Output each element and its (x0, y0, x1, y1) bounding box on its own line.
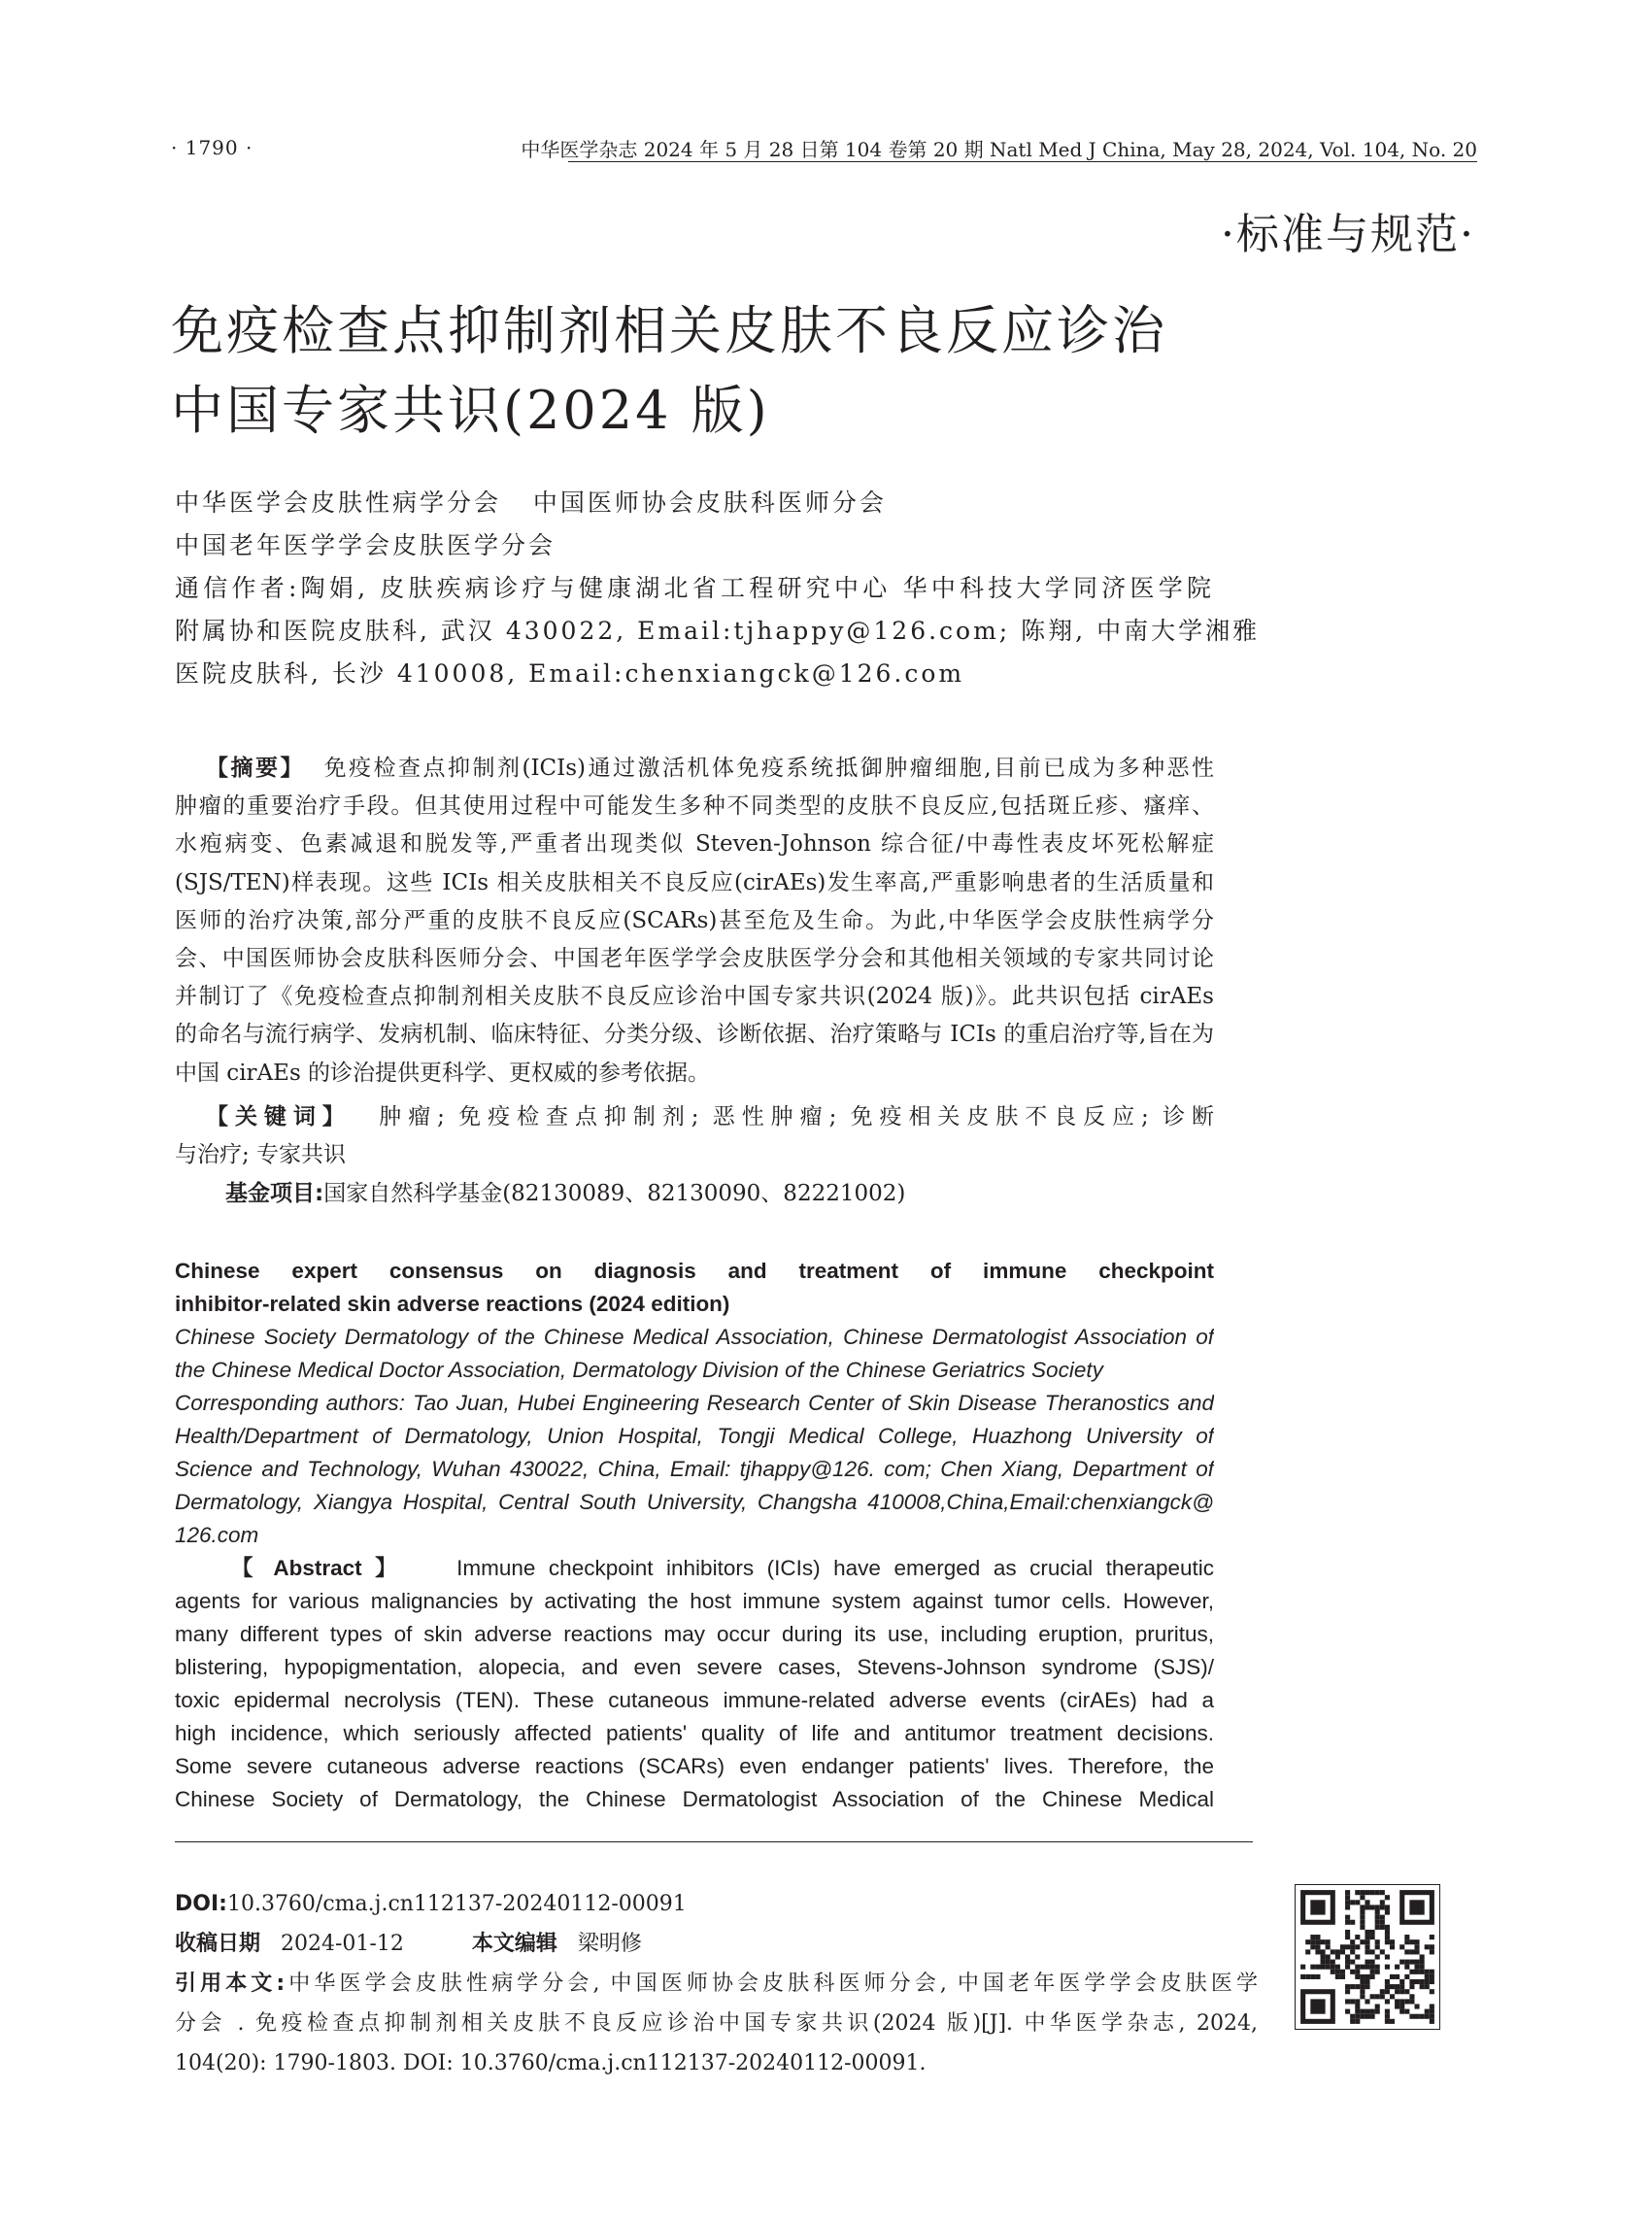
english-affiliation-line: Dermatology, Xiangya Hospital, Central South University, Changsha 410008,China,Email:chenxiangck@ (175, 1490, 1214, 1514)
abstract-cn-line: 的命名与流行病学、发病机制、临床特征、分类分级、诊断依据、治疗策略与 ICIs 的重启治疗等,旨在为 (175, 1022, 1214, 1048)
keywords-label: 【关键词】 (206, 1104, 352, 1129)
journal-running-header: 中华医学杂志 2024 年 5 月 28 日第 104 卷第 20 期 Natl Med J China, May 28, 2024, Vol. 104, No. 20 (521, 138, 1477, 161)
keywords-line: 与治疗; 专家共识 (175, 1142, 347, 1167)
english-abstract-line: high incidence, which seriously affected patients' quality of life and antitumor treatment decisions. (175, 1721, 1214, 1745)
editor-name: 梁明修 (577, 1932, 642, 1956)
english-abstract-line: Chinese Society of Dermatology, the Chinese Dermatologist Association of the Chinese Medical (175, 1787, 1214, 1811)
received-line (175, 1924, 1258, 1964)
abstract-cn-line: 水疱病变、色素减退和脱发等,严重者出现类似 Steven-Johnson 综合征/中毒性表皮坏死松解症 (175, 831, 1214, 858)
doi-label: DOI: (175, 1892, 227, 1916)
received-date: 2024-01-12 (281, 1932, 404, 1956)
author-block (175, 482, 1261, 695)
doi-line (175, 1884, 1258, 1924)
footer-block (175, 1884, 1258, 2083)
abstract-cn-line: (SJS/TEN)样表现。这些 ICIs 相关皮肤相关不良反应(cirAEs)发生率高,严重影响患者的生活质量和 (175, 869, 1214, 895)
english-affiliation-line: Health/Department of Dermatology, Union Hospital, Tongji Medical College, Huazhong University of (175, 1424, 1214, 1448)
english-abstract-line: toxic epidermal necrolysis (TEN). These cutaneous immune-related adverse events (cirAEs) had a (175, 1688, 1214, 1712)
keywords-line (175, 1098, 1214, 1136)
english-abstract-line: agents for various malignancies by activating the host immune system against tumor cells. However, (175, 1589, 1214, 1613)
english-affiliation-line: Chinese Society Dermatology of the Chinese Medical Association, Chinese Dermatologist Association of (175, 1325, 1214, 1349)
english-title-line: Chinese expert consensus on diagnosis and treatment of immune checkpoint (175, 1259, 1214, 1283)
abstract-cn-line: 中国 cirAEs 的诊治提供更科学、更权威的参考依据。 (175, 1060, 711, 1086)
correspondence-line: 附属协和医院皮肤科, 武汉 430022, Email:tjhappy@126.com; 陈翔, 中南大学湘雅 (175, 617, 1261, 645)
fund-text: 国家自然科学基金(82130089、82130090、82221002) (323, 1181, 906, 1206)
english-affiliation-line: the Chinese Medical Doctor Association, Dermatology Division of the Chinese Geriatrics Society (175, 1358, 1103, 1382)
page-number: · 1790 · (171, 136, 253, 159)
citation-label: 引用本文: (175, 1972, 286, 1996)
citation-line: 104(20): 1790-1803. DOI: 10.3760/cma.j.cn112137-20240112-00091. (175, 2051, 927, 2075)
header-rule (568, 161, 1477, 162)
doi-link[interactable]: 10.3760/cma.j.cn112137-20240112-00091 (226, 1892, 687, 1916)
correspondence-line: 医院皮肤科, 长沙 410008, Email:chenxiangck@126.com (175, 659, 965, 688)
abstract-cn-line: 肿瘤的重要治疗手段。但其使用过程中可能发生多种不同类型的皮肤不良反应,包括斑丘疹、瘙痒、 (175, 793, 1214, 820)
english-affiliation-line: 126.com (175, 1523, 259, 1547)
qr-code[interactable] (1295, 1884, 1440, 2030)
author-line: 中华医学会皮肤性病学分会 中国医师协会皮肤科医师分会 (175, 489, 887, 517)
english-abstract-line: many different types of skin adverse reactions may occur during its use, including eruption, pruritus, (175, 1622, 1214, 1646)
correspondence-line: 通信作者:陶娟, 皮肤疾病诊疗与健康湖北省工程研究中心 华中科技大学同济医学院 (175, 574, 1214, 602)
abstract-cn-line: 会、中国医师协会皮肤科医师分会、中国老年医学学会皮肤医学分会和其他相关领域的专家共同讨论 (175, 945, 1214, 971)
citation-line (175, 1964, 1258, 2004)
english-abstract-line: blistering, hypopigmentation, alopecia, and even severe cases, Stevens-Johnson syndrome (SJS)/ (175, 1655, 1214, 1679)
abstract-cn (175, 750, 1214, 1093)
english-affiliation-line: Science and Technology, Wuhan 430022, China, Email: tjhappy@126. com; Chen Xiang, Department of (175, 1457, 1214, 1481)
citation-text: 中华医学会皮肤性病学分会, 中国医师协会皮肤科医师分会, 中国老年医学学会皮肤医学 (285, 1972, 1258, 1996)
abstract-cn-text: 免疫检查点抑制剂(ICIs)通过激活机体免疫系统抵御肿瘤细胞,目前已成为多种恶性 (323, 756, 1214, 781)
section-heading: ·标准与规范· (1221, 210, 1475, 259)
english-abstract-label: 【 Abstract 】 (231, 1556, 404, 1580)
article-title (171, 291, 1278, 451)
abstract-cn-line: 并制订了《免疫检查点抑制剂相关皮肤不良反应诊治中国专家共识(2024 版)》。此共识包括 cirAEs (175, 984, 1214, 1010)
abstract-cn-line: 医师的治疗决策,部分严重的皮肤不良反应(SCARs)甚至危及生命。为此,中华医学会皮肤性病学分 (175, 907, 1214, 933)
abstract-cn-label: 【摘要】 (206, 756, 305, 781)
english-abstract-line: Some severe cutaneous adverse reactions (SCARs) even endanger patients' lives. Therefore, the (175, 1754, 1214, 1778)
title-line: 中国专家共识(2024 版) (171, 380, 770, 441)
fund-label: 基金项目: (225, 1181, 324, 1206)
english-title-line: inhibitor-related skin adverse reactions (2024 edition) (175, 1292, 730, 1316)
keywords-text: 肿瘤; 免疫检查点抑制剂; 恶性肿瘤; 免疫相关皮肤不良反应; 诊断 (379, 1104, 1215, 1129)
qr-code-icon (1296, 1885, 1439, 2029)
citation-line: 分会 . 免疫检查点抑制剂相关皮肤不良反应诊治中国专家共识(2024 版)[J]. 中华医学杂志, 2024, (175, 2011, 1258, 2036)
english-abstract-line (175, 1552, 1214, 1585)
abstract-cn-line (175, 750, 1214, 788)
keywords-cn (175, 1098, 1214, 1174)
title-line: 免疫检查点抑制剂相关皮肤不良反应诊治 (171, 300, 1167, 361)
english-block (175, 1255, 1214, 1816)
fund-line (175, 1175, 1214, 1213)
footer-rule (175, 1841, 1253, 1842)
english-affiliation-line: Corresponding authors: Tao Juan, Hubei Engineering Research Center of Skin Disease Theranostics and (175, 1391, 1214, 1415)
editor-label: 本文编辑 (471, 1932, 557, 1956)
english-abstract-text: Immune checkpoint inhibitors (ICIs) have emerged as crucial therapeutic (456, 1556, 1214, 1580)
author-line: 中国老年医学学会皮肤医学分会 (175, 531, 556, 559)
received-label: 收稿日期 (175, 1932, 261, 1956)
fund-cn (175, 1175, 1214, 1213)
